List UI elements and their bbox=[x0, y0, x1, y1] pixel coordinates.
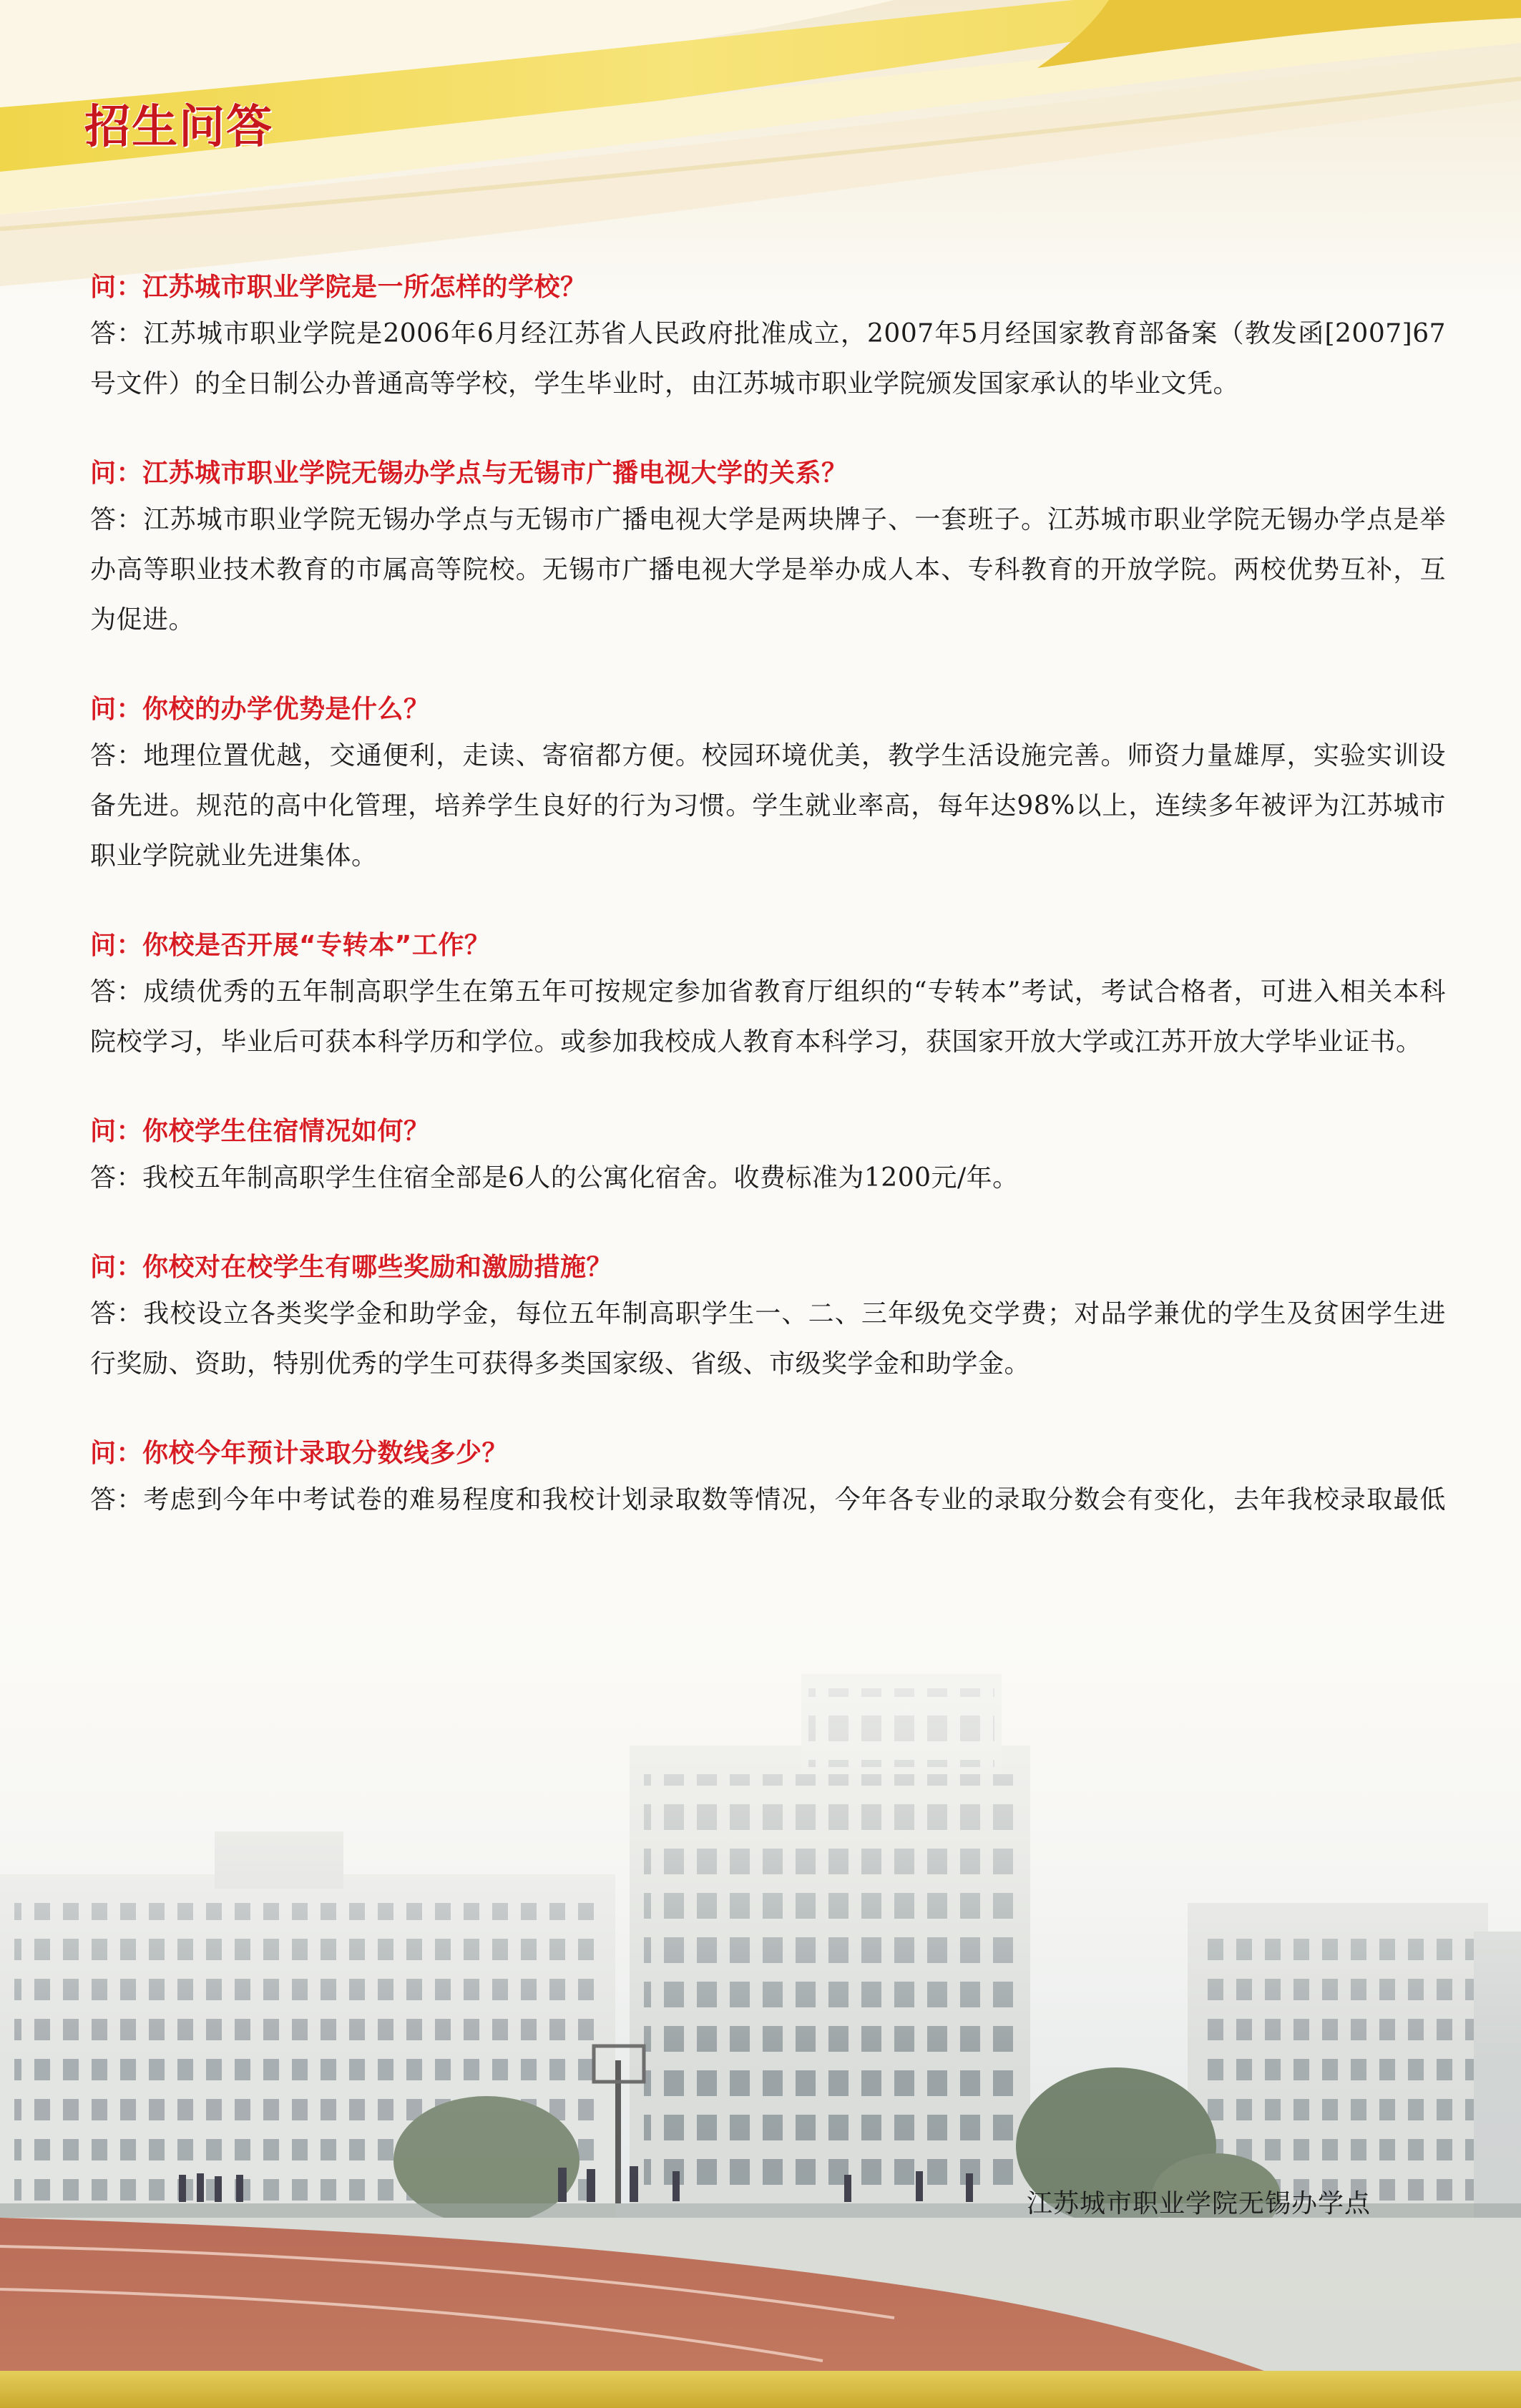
answer: 答：江苏城市职业学院无锡办学点与无锡市广播电视大学是两块牌子、一套班子。江苏城市职业学院无锡办学点是举办高等职业技术教育的市属高等院校。无锡市广播电视大学是举办成人本、专科教育的开放学院。两校优势互补，互为促进。 bbox=[90, 505, 1446, 635]
qa-item bbox=[90, 1110, 1446, 1203]
answer: 答：考虑到今年中考试卷的难易程度和我校计划录取数等情况，今年各专业的录取分数会有变化，去年我校录取最低 bbox=[90, 1485, 1446, 1514]
page-title: 招生问答 bbox=[84, 101, 273, 154]
answer: 答：我校五年制高职学生住宿全部是6人的公寓化宿舍。收费标准为1200元/年。 bbox=[90, 1163, 1019, 1193]
question: 问：江苏城市职业学院无锡办学点与无锡市广播电视大学的关系？ bbox=[90, 459, 848, 488]
answer: 答：江苏城市职业学院是2006年6月经江苏省人民政府批准成立，2007年5月经国家教育部备案（教发函[2007]67号文件）的全日制公办普通高等学校，学生毕业时，由江苏城市职业学院颁发国家承认的毕业文凭。 bbox=[90, 319, 1446, 398]
bottom-bar bbox=[0, 2371, 1521, 2408]
footer-organization: 江苏城市职业学院无锡办学点 bbox=[1026, 2189, 1371, 2218]
question: 问：你校学生住宿情况如何？ bbox=[90, 1117, 430, 1146]
answer: 答：成绩优秀的五年制高职学生在第五年可按规定参加省教育厅组织的“专转本”考试，考试合格者，可进入相关本科院校学习，毕业后可获本科学历和学位。或参加我校成人教育本科学习，获国家开放大学或江苏开放大学毕业证书。 bbox=[90, 977, 1446, 1057]
question: 问：你校对在校学生有哪些奖励和激励措施？ bbox=[90, 1253, 613, 1282]
qa-item bbox=[90, 452, 1446, 645]
qa-item bbox=[90, 924, 1446, 1067]
qa-item bbox=[90, 266, 1446, 409]
question: 问：你校是否开展“专转本”工作？ bbox=[90, 931, 491, 960]
answer: 答：我校设立各类奖学金和助学金，每位五年制高职学生一、二、三年级免交学费；对品学兼优的学生及贫困学生进行奖励、资助，特别优秀的学生可获得多类国家级、省级、市级奖学金和助学金。 bbox=[90, 1299, 1446, 1379]
answer: 答：地理位置优越，交通便利，走读、寄宿都方便。校园环境优美，教学生活设施完善。师资力量雄厚，实验实训设备先进。规范的高中化管理，培养学生良好的行为习惯。学生就业率高，每年达98%以上，连续多年被评为江苏城市职业学院就业先进集体。 bbox=[90, 741, 1446, 871]
qa-item bbox=[90, 1246, 1446, 1389]
question: 问：你校的办学优势是什么？ bbox=[90, 695, 430, 724]
qa-item bbox=[90, 688, 1446, 881]
campus-photo bbox=[0, 1531, 1521, 2408]
question: 问：你校今年预计录取分数线多少？ bbox=[90, 1439, 509, 1468]
question: 问：江苏城市职业学院是一所怎样的学校？ bbox=[90, 273, 587, 302]
